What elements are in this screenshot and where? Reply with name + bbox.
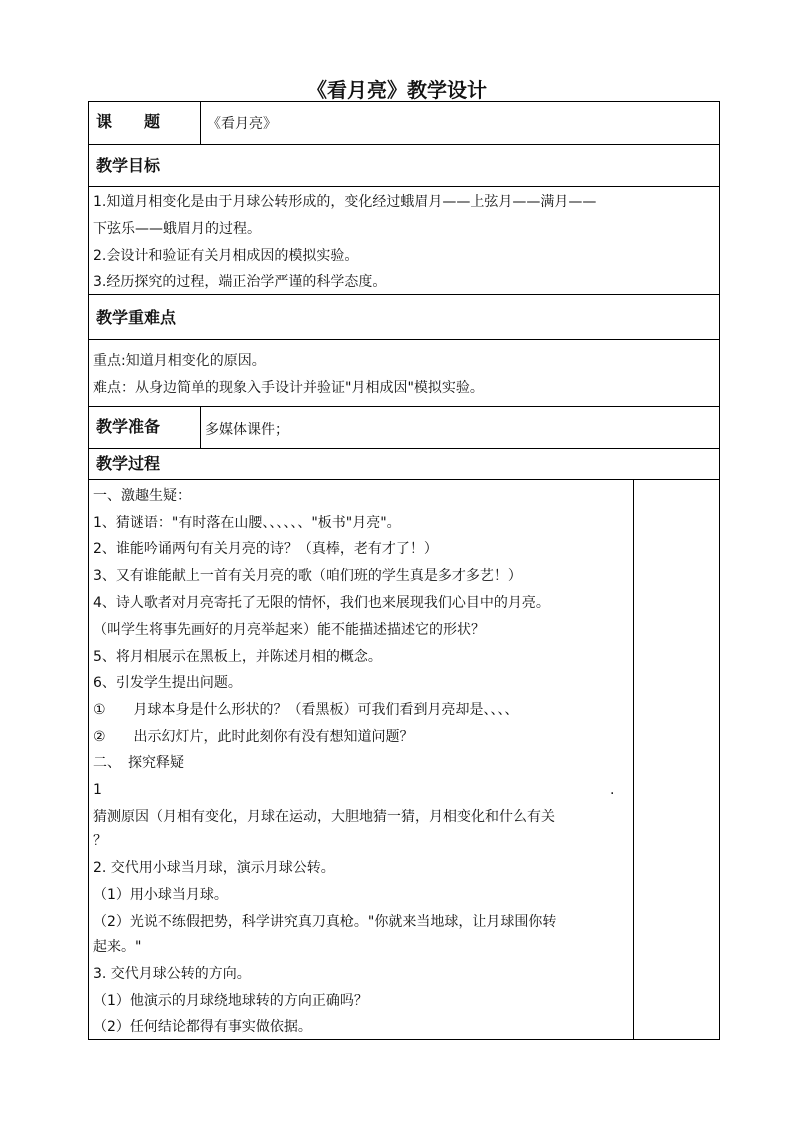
objective-line: 1.知道月相变化是由于月球公转形成的，变化经过蛾眉月——上弦月——满月—— xyxy=(93,194,597,210)
process-line: 起来。" xyxy=(93,939,142,955)
objective-line: 下弦乐——蛾眉月的过程。 xyxy=(93,221,261,237)
document-title: 《看月亮》教学设计 xyxy=(307,78,487,102)
process-line: 二、 探究释疑 xyxy=(93,755,184,771)
process-line: （叫学生将事先画好的月亮举起来）能不能描述描述它的形状？ xyxy=(93,622,485,638)
topic-value: 《看月亮》 xyxy=(207,116,277,132)
row-divider xyxy=(88,479,720,480)
process-line: ① 月球本身是什么形状的？（看黑板）可我们看到月亮却是、、、、 xyxy=(93,702,519,718)
process-line: ② 出示幻灯片，此时此刻你有没有想知道问题？ xyxy=(93,729,414,745)
row-divider xyxy=(88,406,720,407)
key-points-heading: 教学重难点 xyxy=(96,308,177,327)
row-divider xyxy=(88,448,720,449)
preparation-label: 教学准备 xyxy=(96,417,161,436)
row-divider xyxy=(88,186,720,187)
process-line: （1）他演示的月球绕地球转的方向正确吗？ xyxy=(93,993,368,1009)
process-line: 6、引发学生提出问题。 xyxy=(93,675,242,691)
dot-mark: . xyxy=(610,782,615,798)
topic-label: 课 题 xyxy=(96,112,161,131)
process-line: （1）用小球当月球。 xyxy=(93,887,228,903)
process-line: 1、猜谜语："有时落在山腰、、、、、、"板书"月亮"。 xyxy=(93,515,401,531)
process-line: 猜测原因（月相有变化，月球在运动，大胆地猜一猜，月相变化和什么有关 xyxy=(93,809,555,825)
process-heading: 教学过程 xyxy=(96,454,161,473)
preparation-value: 多媒体课件； xyxy=(205,422,289,438)
objectives-heading: 教学目标 xyxy=(96,156,161,175)
column-divider xyxy=(200,101,201,145)
process-line: 2、谁能吟诵两句有关月亮的诗？（真棒，老有才了！） xyxy=(93,541,438,557)
process-line: 3、又有谁能献上一首有关月亮的歌（咱们班的学生真是多才多艺！） xyxy=(93,568,522,584)
objective-line: 2.会设计和验证有关月相成因的模拟实验。 xyxy=(93,248,359,264)
key-point-line: 重点:知道月相变化的原因。 xyxy=(93,353,266,369)
process-line: （2）光说不练假把势，科学讲究真刀真枪。"你就来当地球，让月球围你转 xyxy=(93,914,557,930)
column-divider xyxy=(200,406,201,449)
row-divider xyxy=(88,294,720,295)
row-divider xyxy=(88,339,720,340)
process-line: 5、将月相展示在黑板上，并陈述月相的概念。 xyxy=(93,649,382,665)
objective-line: 3.经历探究的过程，端正治学严谨的科学态度。 xyxy=(93,274,387,290)
key-point-line: 难点：从身边简单的现象入手设计并验证"月相成因"模拟实验。 xyxy=(93,380,484,396)
process-line: 3. 交代月球公转的方向。 xyxy=(93,966,251,982)
process-line: （2）任何结论都得有事实做依据。 xyxy=(93,1019,312,1035)
process-line: 1 xyxy=(93,782,102,798)
process-line: ？ xyxy=(93,833,107,849)
column-divider xyxy=(633,479,634,1040)
process-line: 2. 交代用小球当月球，演示月球公转。 xyxy=(93,860,335,876)
process-line: 一、激趣生疑： xyxy=(93,488,191,504)
row-divider xyxy=(88,144,720,145)
process-line: 4、诗人歌者对月亮寄托了无限的情怀，我们也来展现我们心目中的月亮。 xyxy=(93,595,550,611)
